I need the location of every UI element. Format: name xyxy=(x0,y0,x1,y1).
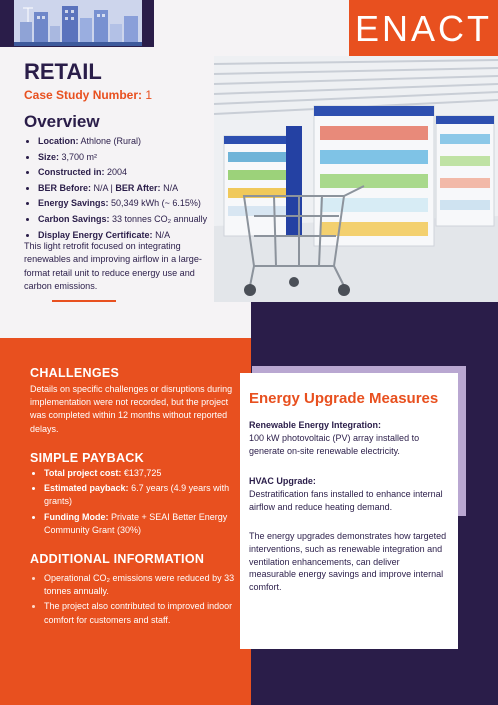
overview-list xyxy=(24,134,228,243)
measure-label: HVAC Upgrade: xyxy=(249,476,316,486)
item-label: Funding Mode: xyxy=(44,511,109,522)
list-item xyxy=(38,165,228,181)
additional-info-heading: ADDITIONAL INFORMATION xyxy=(30,552,205,566)
item-label: Energy Savings: xyxy=(38,198,109,209)
measures-summary: The energy upgrades demonstrates how targeted interventions, such as renewable integration and ventilation enhancements, can deliver measurable energy savings and improve internal comfort. xyxy=(249,531,447,593)
supermarket-photo xyxy=(214,56,498,302)
item-value: N/A xyxy=(93,182,109,193)
divider xyxy=(52,300,116,302)
item-label: BER After: xyxy=(115,182,161,193)
measures-heading: Energy Upgrade Measures xyxy=(249,390,439,407)
enact-logo: ENACT xyxy=(354,8,492,49)
measure-text: 100 kW photovoltaic (PV) array installed to generate on-site renewable electricity. xyxy=(249,432,420,456)
list-item xyxy=(38,150,228,166)
list-item xyxy=(44,467,256,480)
item-label: BER Before: xyxy=(38,182,92,193)
item-label: Constructed in: xyxy=(38,167,105,178)
item-label: Size: xyxy=(38,151,60,162)
list-item xyxy=(38,212,228,228)
measure-label: Renewable Energy Integration: xyxy=(249,420,382,430)
renewable-measure xyxy=(249,419,449,457)
item-label: Estimated payback: xyxy=(44,483,129,494)
challenges-text: Details on specific challenges or disruptions during implementation were not recorded, but the project was completed within 12 months without reported delays. xyxy=(30,384,233,434)
hvac-measure xyxy=(249,475,449,513)
city-skyline-illustration xyxy=(14,0,142,46)
item-label: Total project cost: xyxy=(44,468,122,478)
item-value: Athlone (Rural) xyxy=(80,136,142,146)
item-label: Carbon Savings: xyxy=(38,213,110,224)
list-item: • BER Before: N/A | BER After: N/A xyxy=(38,181,228,197)
measure-text: Destratification fans installed to enhance internal airflow and reduce heating demand. xyxy=(249,488,443,512)
item-value: 33 tonnes CO₂ annually xyxy=(112,213,208,224)
list-item: • Operational CO₂ emissions were reduced by 33 tonnes annually. xyxy=(44,572,256,598)
item-value: 2004 xyxy=(107,167,128,178)
case-study-label: Case Study Number: xyxy=(24,88,143,102)
case-study-number xyxy=(24,88,152,102)
item-value: Private + SEAI Better Energy Community Grant (30%) xyxy=(44,511,228,535)
item-value: 50,349 kWh (~ 6.15%) xyxy=(111,198,201,209)
item-label: Location: xyxy=(38,136,79,146)
list-item xyxy=(44,482,256,508)
item-value: 3,700 m² xyxy=(61,151,98,162)
item-value: 6.7 years (4.9 years with grants) xyxy=(44,483,230,507)
item-value: €137,725 xyxy=(123,468,162,478)
list-item xyxy=(38,196,228,212)
payback-list xyxy=(30,467,256,539)
payback-heading: SIMPLE PAYBACK xyxy=(30,451,144,465)
overview-heading: Overview xyxy=(24,112,100,131)
overview-description: This light retrofit focused on integrating renewables and improving airflow in a large-format retail unit to reduce energy use and carbon emissions. xyxy=(24,241,202,292)
list-item xyxy=(44,511,256,537)
case-study-value: 1 xyxy=(145,88,153,102)
item-value: N/A xyxy=(163,182,179,193)
additional-info-list xyxy=(30,572,256,629)
list-item: • The project also contributed to improved indoor comfort for customers and staff. xyxy=(44,600,256,626)
challenges-heading: CHALLENGES xyxy=(30,366,120,380)
item-label: Display Energy Certificate: xyxy=(38,229,153,240)
list-item xyxy=(38,134,228,150)
page-title: RETAIL xyxy=(24,59,102,84)
item-value: N/A xyxy=(155,229,171,240)
